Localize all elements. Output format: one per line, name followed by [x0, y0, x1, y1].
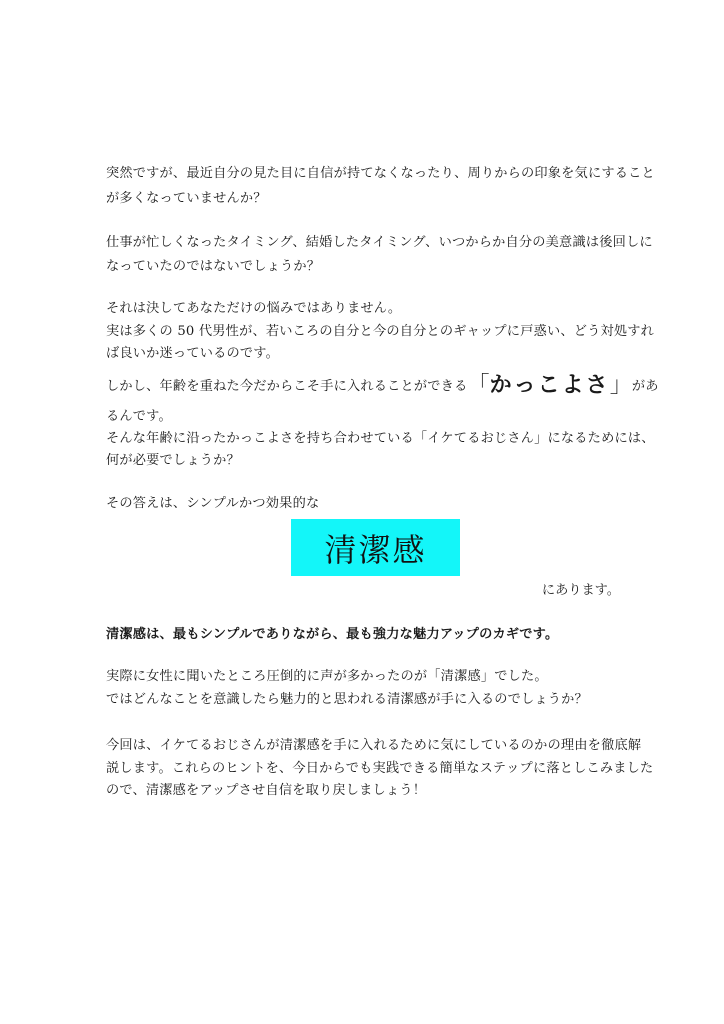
highlight-text: 清潔感 [324, 530, 427, 569]
paragraph-3-line-2: 実は多くの 50 代男性が、若いころの自分と今の自分とのギャップに戸惑い、どう対処すれ [106, 324, 655, 339]
emphasis-bracket-close: 」 [609, 373, 632, 398]
highlight-box [291, 519, 460, 576]
paragraph-5-line-2: にあります。 [541, 583, 620, 598]
paragraph-1-line-2: が多くなっていませんか？ [106, 191, 267, 206]
emphasis-kakkoyosa: かっこよさ [489, 372, 610, 398]
paragraph-3-line-3: ば良いか迷っているのです。 [106, 346, 279, 361]
emphasis-bracket-open: 「 [467, 373, 490, 398]
paragraph-8-line-2: 説します。これらのヒントを、今日からでも実践できる簡単なステップに落としこみました [106, 761, 654, 776]
paragraph-3-line-1: それは決してあなただけの悩みではありません。 [106, 301, 402, 316]
paragraph-7-line-1: 実際に女性に聞いたところ圧倒的に声が多かったのが「清潔感」でした。 [106, 669, 548, 684]
paragraph-8-line-3: ので、清潔感をアップさせ自信を取り戻しましょう！ [106, 783, 427, 798]
paragraph-4-line-1-before: しかし、年齢を重ねた今だからこそ手に入れることができる [106, 379, 468, 394]
paragraph-8-line-1: 今回は、イケてるおじさんが清潔感を手に入れるために気にしているのかの理由を徹底解 [106, 738, 642, 753]
paragraph-4-line-1 [106, 372, 659, 398]
paragraph-7-line-2: ではどんなことを意識したら魅力的と思われる清潔感が手に入るのでしょうか？ [106, 692, 588, 707]
bold-statement: 清潔感は、最もシンプルでありながら、最も強力な魅力アップのカギです。 [106, 627, 559, 642]
paragraph-4-line-2: るんです。 [106, 409, 172, 424]
paragraph-5-line-1: その答えは、シンプルかつ効果的な [106, 496, 320, 511]
paragraph-4-line-3: そんな年齢に沿ったかっこよさを持ち合わせている「イケてるおじさん」になるためには、 [106, 431, 655, 446]
paragraph-1-line-1: 突然ですが、最近自分の見た目に自信が持てなくなったり、周りからの印象を気にすること [106, 166, 655, 181]
paragraph-4-line-4: 何が必要でしょうか？ [106, 453, 240, 468]
paragraph-4-line-1-after: があ [631, 379, 659, 394]
paragraph-2-line-1: 仕事が忙しくなったタイミング、結婚したタイミング、いつからか自分の美意識は後回しに [106, 235, 653, 250]
paragraph-2-line-2: なっていたのではないでしょうか？ [106, 259, 321, 274]
